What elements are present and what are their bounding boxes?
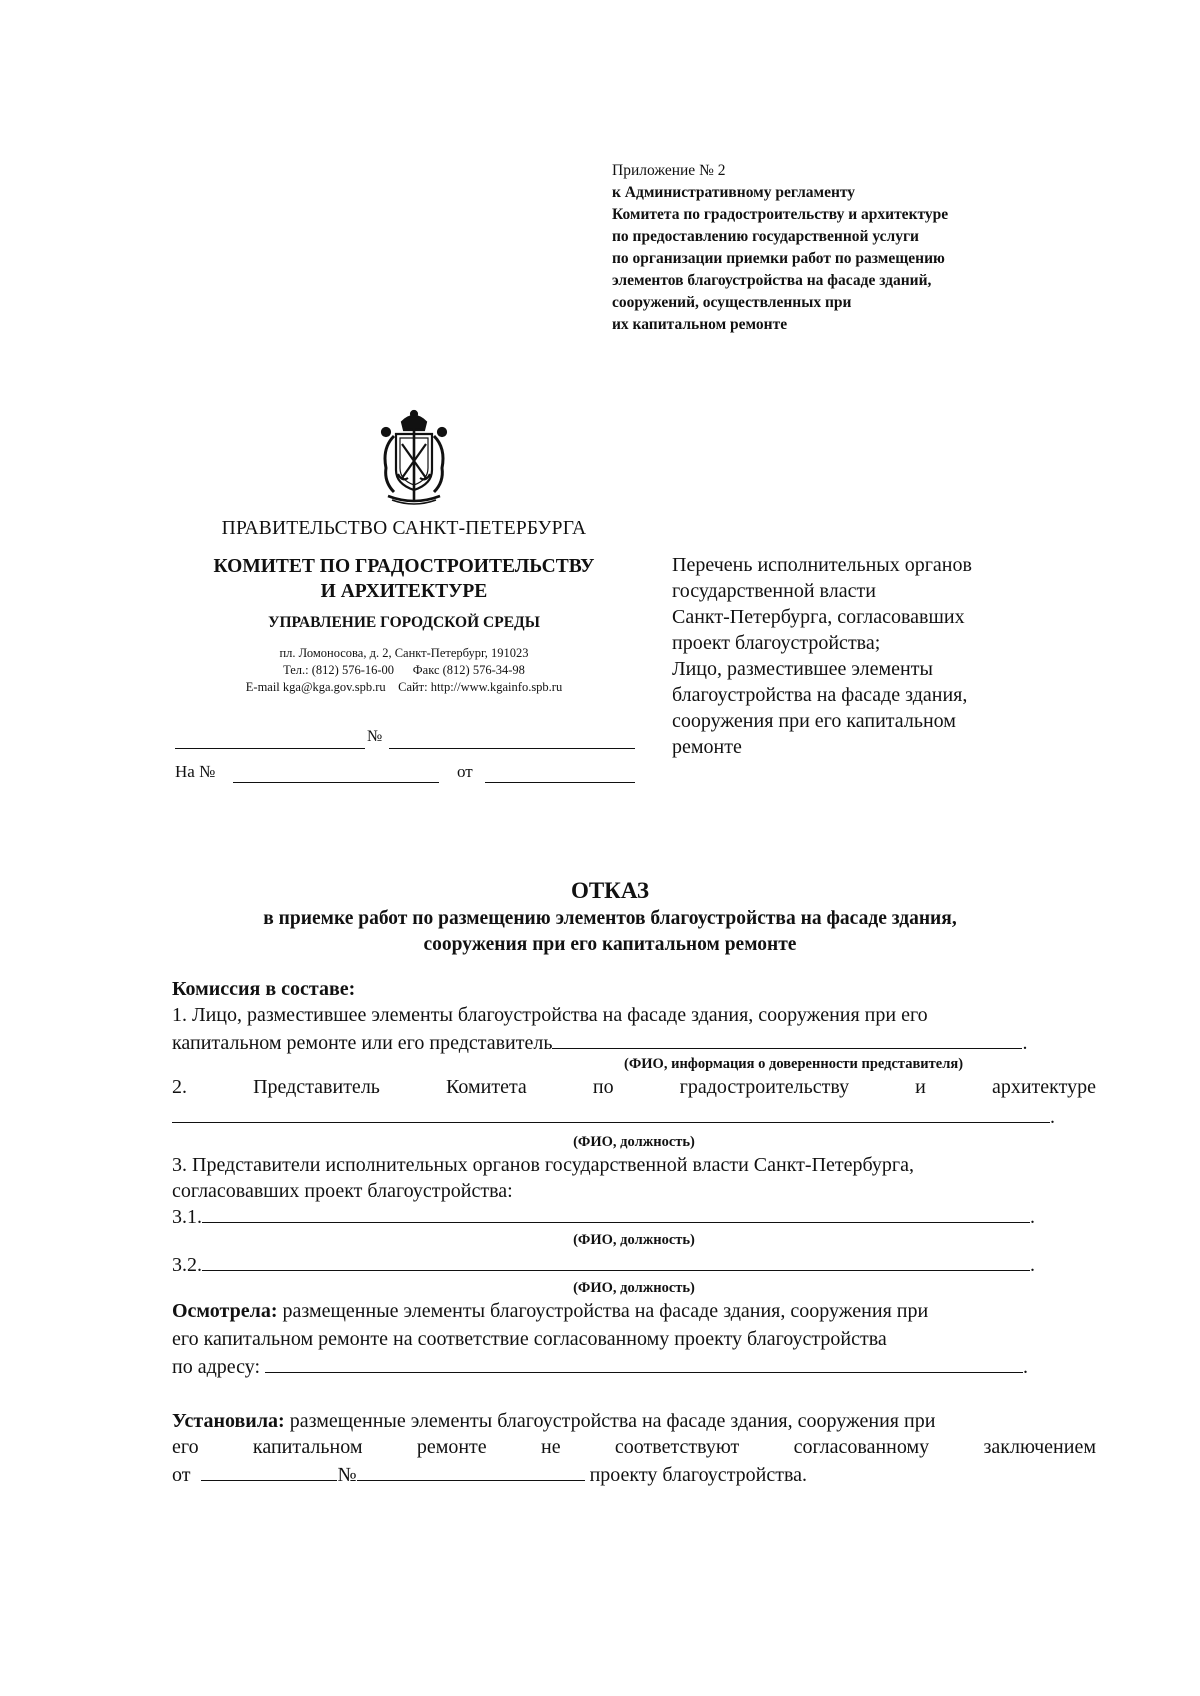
committee-line: КОМИТЕТ ПО ГРАДОСТРОИТЕЛЬСТВУ <box>213 556 595 577</box>
item31-label: 3.1. <box>172 1206 202 1228</box>
site-label: Сайт: <box>398 680 428 694</box>
item2-word: градостроительству <box>679 1076 850 1098</box>
inspected-label: Осмотрела: <box>172 1300 278 1322</box>
established-word: согласованному <box>793 1436 930 1458</box>
period: . <box>1030 1254 1035 1276</box>
phone: Тел.: (812) 576-16-00 <box>283 663 395 677</box>
contacts-block <box>172 645 636 696</box>
item2-word: архитектуре <box>991 1076 1096 1098</box>
project-text: проекту благоустройства. <box>589 1464 808 1486</box>
recipient-line: Перечень исполнительных органов <box>672 554 972 576</box>
item32-blank <box>202 1252 1030 1271</box>
item32-note: (ФИО, должность) <box>573 1280 695 1296</box>
established-word: капитальном <box>252 1436 363 1458</box>
inspected-line2: его капитальном ремонте на соответствие согласованному проекту благоустройства <box>172 1328 887 1350</box>
appendix-line: элементов благоустройства на фасаде зданий, <box>612 272 932 289</box>
period: . <box>1023 1356 1029 1378</box>
date-blank <box>175 748 365 749</box>
established-text: размещенные элементы благоустройства на фасаде здания, сооружения при <box>284 1410 936 1432</box>
inspected-line1 <box>172 1300 1096 1326</box>
conclusion-date-blank <box>201 1462 337 1481</box>
established-label: Установила: <box>172 1410 285 1432</box>
appendix-line: их капитальном ремонте <box>612 316 788 333</box>
established-line3 <box>172 1462 1096 1488</box>
item2-word: 2. <box>172 1076 187 1098</box>
commission-heading <box>172 978 1096 1004</box>
inspected-text: размещенные элементы благоустройства на фасаде здания, сооружения при <box>277 1300 929 1322</box>
reply-label: На № <box>175 762 216 781</box>
phone-fax-line <box>172 662 636 679</box>
period: . <box>1022 1032 1028 1054</box>
appendix-line: к Административному регламенту <box>612 184 856 201</box>
item2-note: (ФИО, должность) <box>573 1134 695 1150</box>
number-sign: № <box>337 1464 357 1486</box>
item2-word: Представитель <box>253 1076 380 1098</box>
established-word: его <box>172 1436 199 1458</box>
recipient-line: проект благоустройства; <box>672 632 881 654</box>
document-subtitle <box>140 906 1080 958</box>
item2-line <box>172 1076 1096 1102</box>
number-sign: № <box>367 728 383 745</box>
department-name: УПРАВЛЕНИЕ ГОРОДСКОЙ СРЕДЫ <box>268 614 540 631</box>
government-name: ПРАВИТЕЛЬСТВО САНКТ-ПЕТЕРБУРГА <box>221 518 587 539</box>
site: http://www.kgainfo.spb.ru <box>430 680 563 694</box>
item1-text: капитальном ремонте или его представитель <box>172 1032 553 1054</box>
address: пл. Ломоносова, д. 2, Санкт-Петербург, 191023 <box>279 646 529 660</box>
document-title: ОТКАЗ <box>570 878 650 903</box>
established-word: ремонте <box>416 1436 487 1458</box>
period: . <box>1030 1206 1035 1228</box>
established-word: соответствуют <box>614 1436 740 1458</box>
established-line1 <box>172 1410 1096 1436</box>
recipient-line: благоустройства на фасаде здания, <box>672 684 968 706</box>
registration-number-line <box>175 728 635 750</box>
item31-note: (ФИО, должность) <box>573 1232 695 1248</box>
item2-word: по <box>592 1076 614 1098</box>
subtitle-line: сооружения при его капитальном ремонте <box>423 934 797 955</box>
subtitle-line: в приемке работ по размещению элементов благоустройства на фасаде здания, <box>263 908 957 929</box>
from-label: от <box>457 762 473 781</box>
address-label: по адресу: <box>172 1356 261 1378</box>
reply-date-blank <box>485 782 635 783</box>
item3-line2: согласовавших проект благоустройства: <box>172 1180 513 1202</box>
item31-blank <box>202 1204 1030 1223</box>
item2-blank-line <box>172 1104 1096 1130</box>
appendix-line: по организации приемки работ по размещению <box>612 250 945 267</box>
item2-word: и <box>915 1076 926 1098</box>
address-blank <box>265 1354 1023 1373</box>
period: . <box>1050 1106 1055 1128</box>
item1-line1: 1. Лицо, разместившее элементы благоустройства на фасаде здания, сооружения при его <box>172 1004 928 1026</box>
recipient-line: Лицо, разместившее элементы <box>672 658 933 680</box>
appendix-line: по предоставлению государственной услуги <box>612 228 919 245</box>
recipient-line: государственной власти <box>672 580 876 602</box>
appendix-line: Приложение № 2 <box>612 162 726 179</box>
fax: Факс (812) 576-34-98 <box>412 663 525 677</box>
item3-line1: 3. Представители исполнительных органов государственной власти Санкт-Петербурга, <box>172 1154 915 1176</box>
committee-name <box>172 554 636 604</box>
item32-line <box>172 1252 1096 1278</box>
email-site-line <box>172 679 636 696</box>
established-word: не <box>541 1436 561 1458</box>
reply-reference-line <box>175 762 635 784</box>
recipients-block <box>672 552 1092 760</box>
item32-label: 3.2. <box>172 1254 202 1276</box>
conclusion-number-blank <box>357 1462 585 1481</box>
item1-line2 <box>172 1030 1096 1056</box>
representative-blank <box>552 1030 1022 1049</box>
email: kga@kga.gov.spb.ru <box>282 680 386 694</box>
recipient-line: Санкт-Петербурга, согласовавших <box>672 606 965 628</box>
established-line2 <box>172 1436 1096 1462</box>
recipient-line: сооружения при его капитальном <box>672 710 956 732</box>
committee-representative-blank <box>172 1104 1050 1123</box>
reply-number-blank <box>233 782 439 783</box>
appendix-header <box>612 160 1052 336</box>
from-label: от <box>172 1464 191 1486</box>
item1-note: (ФИО, информация о доверенности представителя) <box>624 1056 964 1072</box>
item31-line <box>172 1204 1096 1230</box>
coat-of-arms-icon <box>372 408 456 508</box>
appendix-line: Комитета по градостроительству и архитектуре <box>612 206 949 223</box>
recipient-line: ремонте <box>672 736 742 758</box>
commission-heading-text: Комиссия в составе: <box>172 978 356 1000</box>
established-word: заключением <box>983 1436 1096 1458</box>
committee-line: И АРХИТЕКТУРЕ <box>320 581 488 602</box>
appendix-line: сооружений, осуществленных при <box>612 294 852 311</box>
number-blank <box>389 748 635 749</box>
item2-word: Комитета <box>446 1076 527 1098</box>
address-line <box>172 1354 1096 1380</box>
email-label: E-mail <box>245 680 280 694</box>
